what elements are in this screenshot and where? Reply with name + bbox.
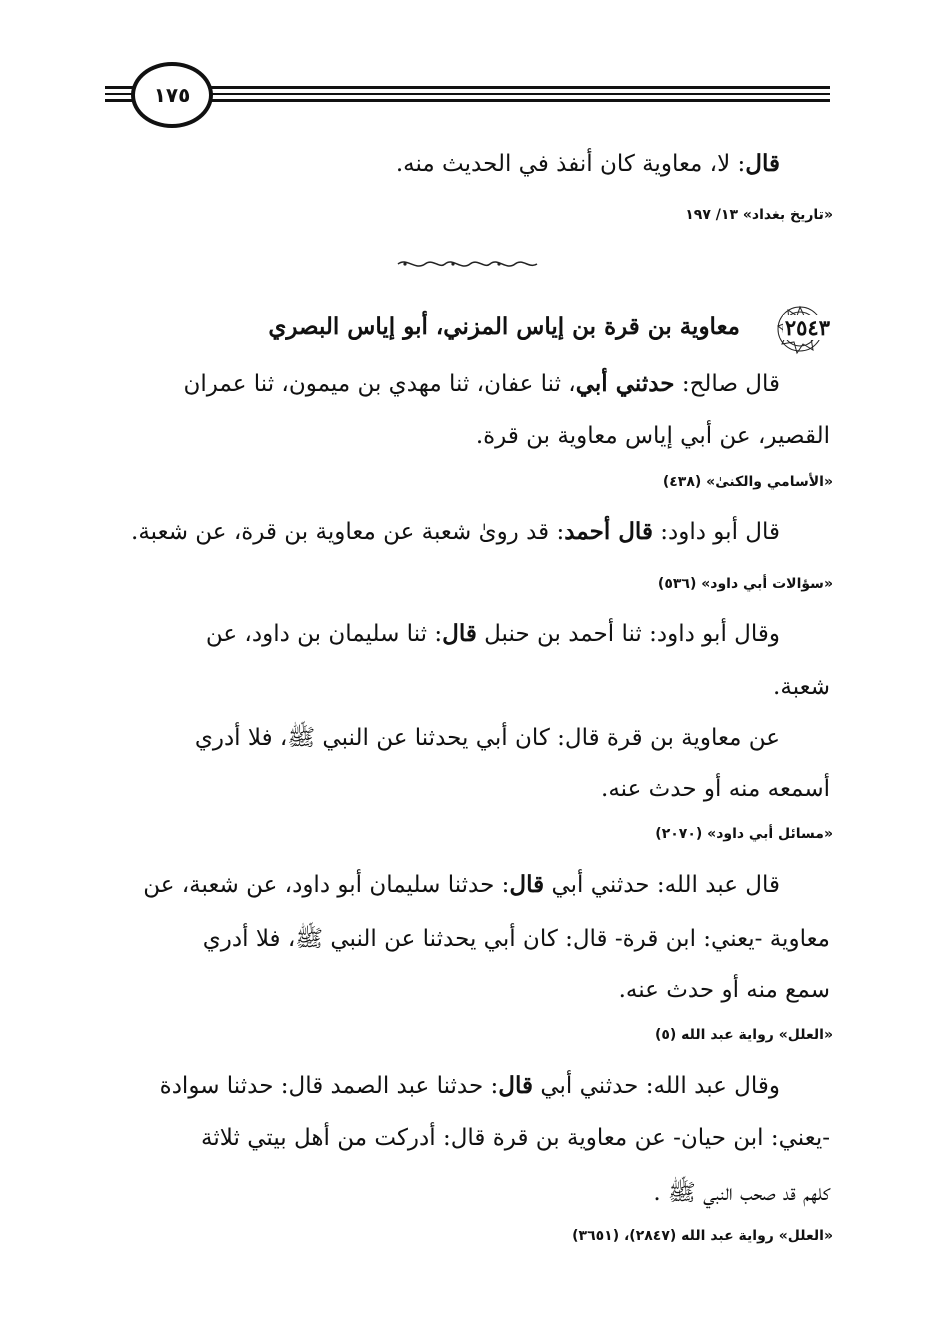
p1-line2: القصير، عن أبي إياس معاوية بن قرة. xyxy=(475,423,830,449)
p3-line2: شعبة. xyxy=(773,674,830,700)
p6-line1: وقال عبد الله: حدثني أبي قال: حدثنا عبد الصمد قال: حدثنا سوادة xyxy=(159,1072,780,1099)
source-citation: «تاريخ بغداد» ١٣/ ١٩٧ xyxy=(685,207,833,223)
p5-line2: معاوية -يعني: ابن قرة- قال: كان أبي يحدثنا عن النبي ﷺ، فلا أدري xyxy=(202,926,830,952)
ornament-divider-icon xyxy=(395,257,540,271)
top-line xyxy=(396,150,780,177)
p2-line1: قال أبو داود: قال أحمد: قد روىٰ شعبة عن معاوية بن قرة، عن شعبة. xyxy=(131,518,780,545)
header-rule-middle xyxy=(105,93,830,95)
p6-line2: -يعني: ابن حيان- عن معاوية بن قرة قال: أدركت من أهل بيتي ثلاثة xyxy=(201,1125,830,1151)
source-citation: «سؤالات أبي داود» (٥٣٦) xyxy=(657,576,833,592)
p3-line1: وقال أبو داود: ثنا أحمد بن حنبل قال: ثنا سليمان بن داود، عن xyxy=(205,620,780,647)
p4-line2: أسمعه منه أو حدث عنه. xyxy=(601,776,830,802)
page-number: ١٧٥ xyxy=(131,62,213,128)
p5-line3: سمع منه أو حدث عنه. xyxy=(618,977,830,1003)
p6-line3: كلهم قد صحب النبي ﷺ . xyxy=(653,1180,830,1206)
p1-line1: قال صالح: حدثني أبي، ثنا عفان، ثنا مهدي بن ميمون، ثنا عمران xyxy=(183,370,780,397)
entry-title: معاوية بن قرة بن إياس المزني، أبو إياس البصري xyxy=(268,313,740,340)
source-citation: «العلل» رواية عبد الله (٥) xyxy=(654,1027,833,1043)
entry-number: ٢٥٤٣ xyxy=(784,315,830,340)
source-citation: «الأسامي والكنىٰ» (٤٣٨) xyxy=(662,474,833,490)
source-citation: «العلل» رواية عبد الله (٢٨٤٧)، (٣٦٥١) xyxy=(572,1228,833,1244)
speaker-label: قال xyxy=(745,150,780,177)
header-rule-top xyxy=(105,86,830,89)
header-rule-bottom xyxy=(105,99,830,102)
top-line-text: : لا، معاوية كان أنفذ في الحديث منه. xyxy=(395,151,746,177)
source-citation: «مسائل أبي داود» (٢٠٧٠) xyxy=(655,826,833,842)
p5-line1: قال عبد الله: حدثني أبي قال: حدثنا سليمان أبو داود، عن شعبة، عن xyxy=(143,871,780,898)
p4-line1: عن معاوية بن قرة قال: كان أبي يحدثنا عن النبي ﷺ، فلا أدري xyxy=(194,725,780,751)
